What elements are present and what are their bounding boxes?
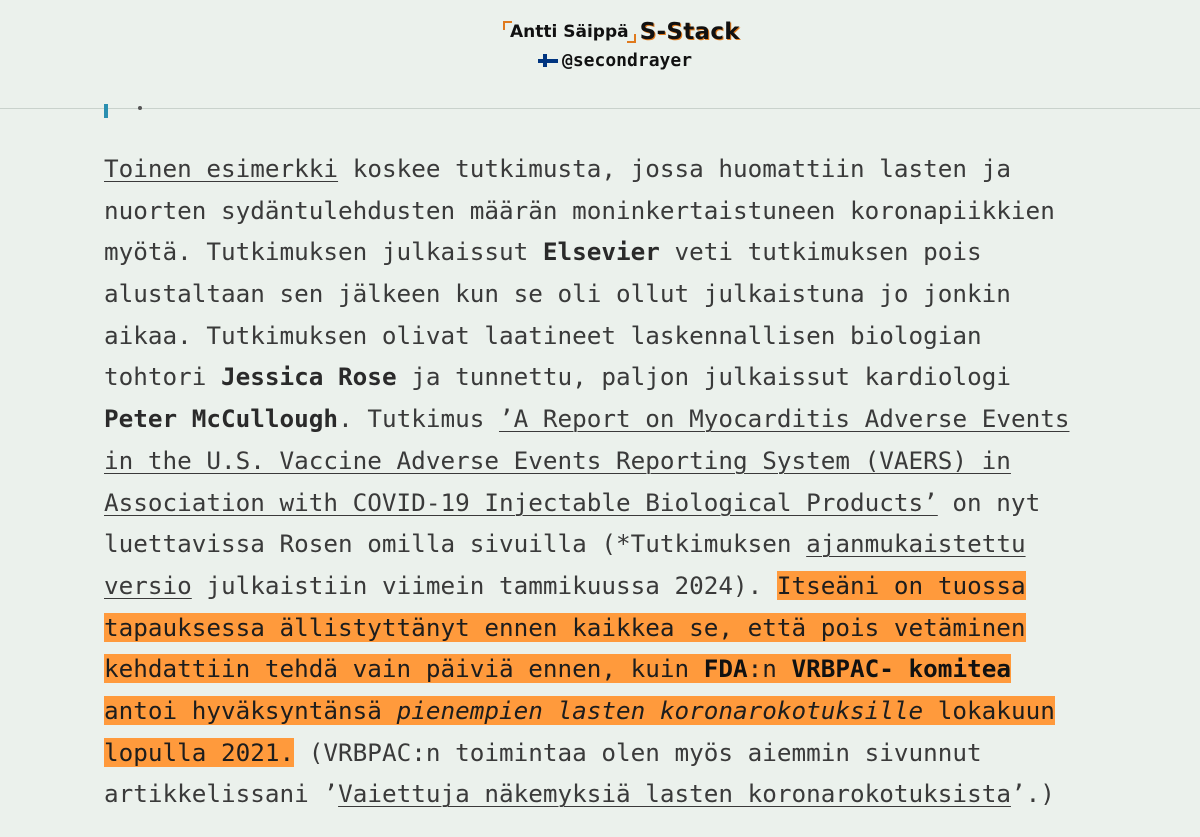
highlighted-text: Itseäni on tuossa — [776, 570, 1026, 600]
link-updated-version[interactable]: ajanmukaistettu — [806, 529, 1026, 559]
site-header — [0, 0, 1200, 109]
publication-name: S-Stack — [639, 19, 740, 45]
paragraph-line: Peter McCullough. Tutkimus ’A Report on Myocarditis Adverse Events — [104, 404, 1070, 434]
highlighted-text: antoi hyväksyntänsä pienempien lasten koronarokotuksille lokakuun — [104, 695, 1055, 725]
bold-vrbpac: VRBPAC- komitea — [791, 654, 1011, 684]
paragraph-line — [104, 440, 1164, 482]
paragraph-line: aikaa. Tutkimuksen olivat laatineet laskennallisen biologian — [104, 320, 982, 350]
logo-corner-left — [503, 21, 512, 30]
paragraph-line: artikkelissani ’Vaiettuja näkemyksiä lasten koronarokotuksista’.) — [104, 779, 1055, 809]
italic-text: pienempien lasten koronarokotuksille — [396, 695, 924, 725]
paragraph-line: nuorten sydäntulehdusten määrän moninkertaistuneen koronapiikkien — [104, 195, 1055, 225]
paragraph-line: versio julkaistiin viimein tammikuussa 2024). Itseäni on tuossa — [104, 570, 1026, 600]
paragraph-line: Association with COVID-19 Injectable Biological Products’ on nyt — [104, 487, 1041, 517]
paragraph-line — [104, 607, 1164, 649]
blockquote-bar — [104, 104, 108, 118]
logo-corner-right — [627, 34, 636, 43]
link-myocarditis-report[interactable]: Association with COVID-19 Injectable Biological Products’ — [104, 487, 938, 517]
author-handle[interactable] — [538, 48, 692, 72]
finland-flag-icon — [538, 54, 558, 67]
paragraph-line — [104, 648, 1164, 690]
bold-fda: FDA — [703, 654, 748, 684]
link-vaiettuja-nakemyksia[interactable]: Vaiettuja näkemyksiä lasten koronarokotuksista — [338, 779, 1011, 809]
author-name — [503, 19, 636, 45]
bold-jessica-rose: Jessica Rose — [221, 362, 397, 392]
bold-elsevier: Elsevier — [542, 237, 660, 267]
author-label: Antti Säippä — [510, 22, 629, 42]
bold-peter-mccullough: Peter McCullough — [104, 404, 339, 434]
paragraph-line — [104, 690, 1164, 732]
highlighted-text: lopulla 2021. — [104, 737, 295, 767]
paragraph-line: myötä. Tutkimuksen julkaissut Elsevier veti tutkimuksen pois — [104, 237, 982, 267]
handle-text: @secondrayer — [562, 49, 693, 71]
paragraph-line: lopulla 2021. (VRBPAC:n toimintaa olen myös aiemmin sivunnut — [104, 737, 982, 767]
paragraph-line: Toinen esimerkki koskee tutkimusta, jossa huomattiin lasten ja — [104, 154, 1011, 183]
link-updated-version[interactable]: versio — [104, 570, 192, 600]
paragraph-line: luettavissa Rosen omilla sivuilla (*Tutkimuksen ajanmukaistettu — [104, 529, 1026, 559]
blockquote-fragment — [138, 106, 142, 110]
highlighted-text: kehdattiin tehdä vain päiviä ennen, kuin FDA:n VRBPAC- komitea — [104, 654, 1011, 684]
paragraph-line: tohtori Jessica Rose ja tunnettu, paljon julkaissut kardiologi — [104, 362, 1011, 392]
link-myocarditis-report[interactable]: in the U.S. Vaccine Adverse Events Reporting System (VAERS) in — [104, 445, 1011, 475]
paragraph-line: alustaltaan sen jälkeen kun se oli ollut julkaistuna jo jonkin — [104, 279, 1011, 309]
highlighted-text: tapauksessa ällistyttänyt ennen kaikkea se, että pois vetäminen — [104, 612, 1026, 642]
article-body — [104, 148, 1164, 815]
link-toinen-esimerkki[interactable]: Toinen esimerkki — [104, 154, 339, 183]
link-myocarditis-report[interactable]: ’A Report on Myocarditis Adverse Events — [498, 404, 1070, 434]
publication-logo[interactable] — [503, 18, 740, 46]
